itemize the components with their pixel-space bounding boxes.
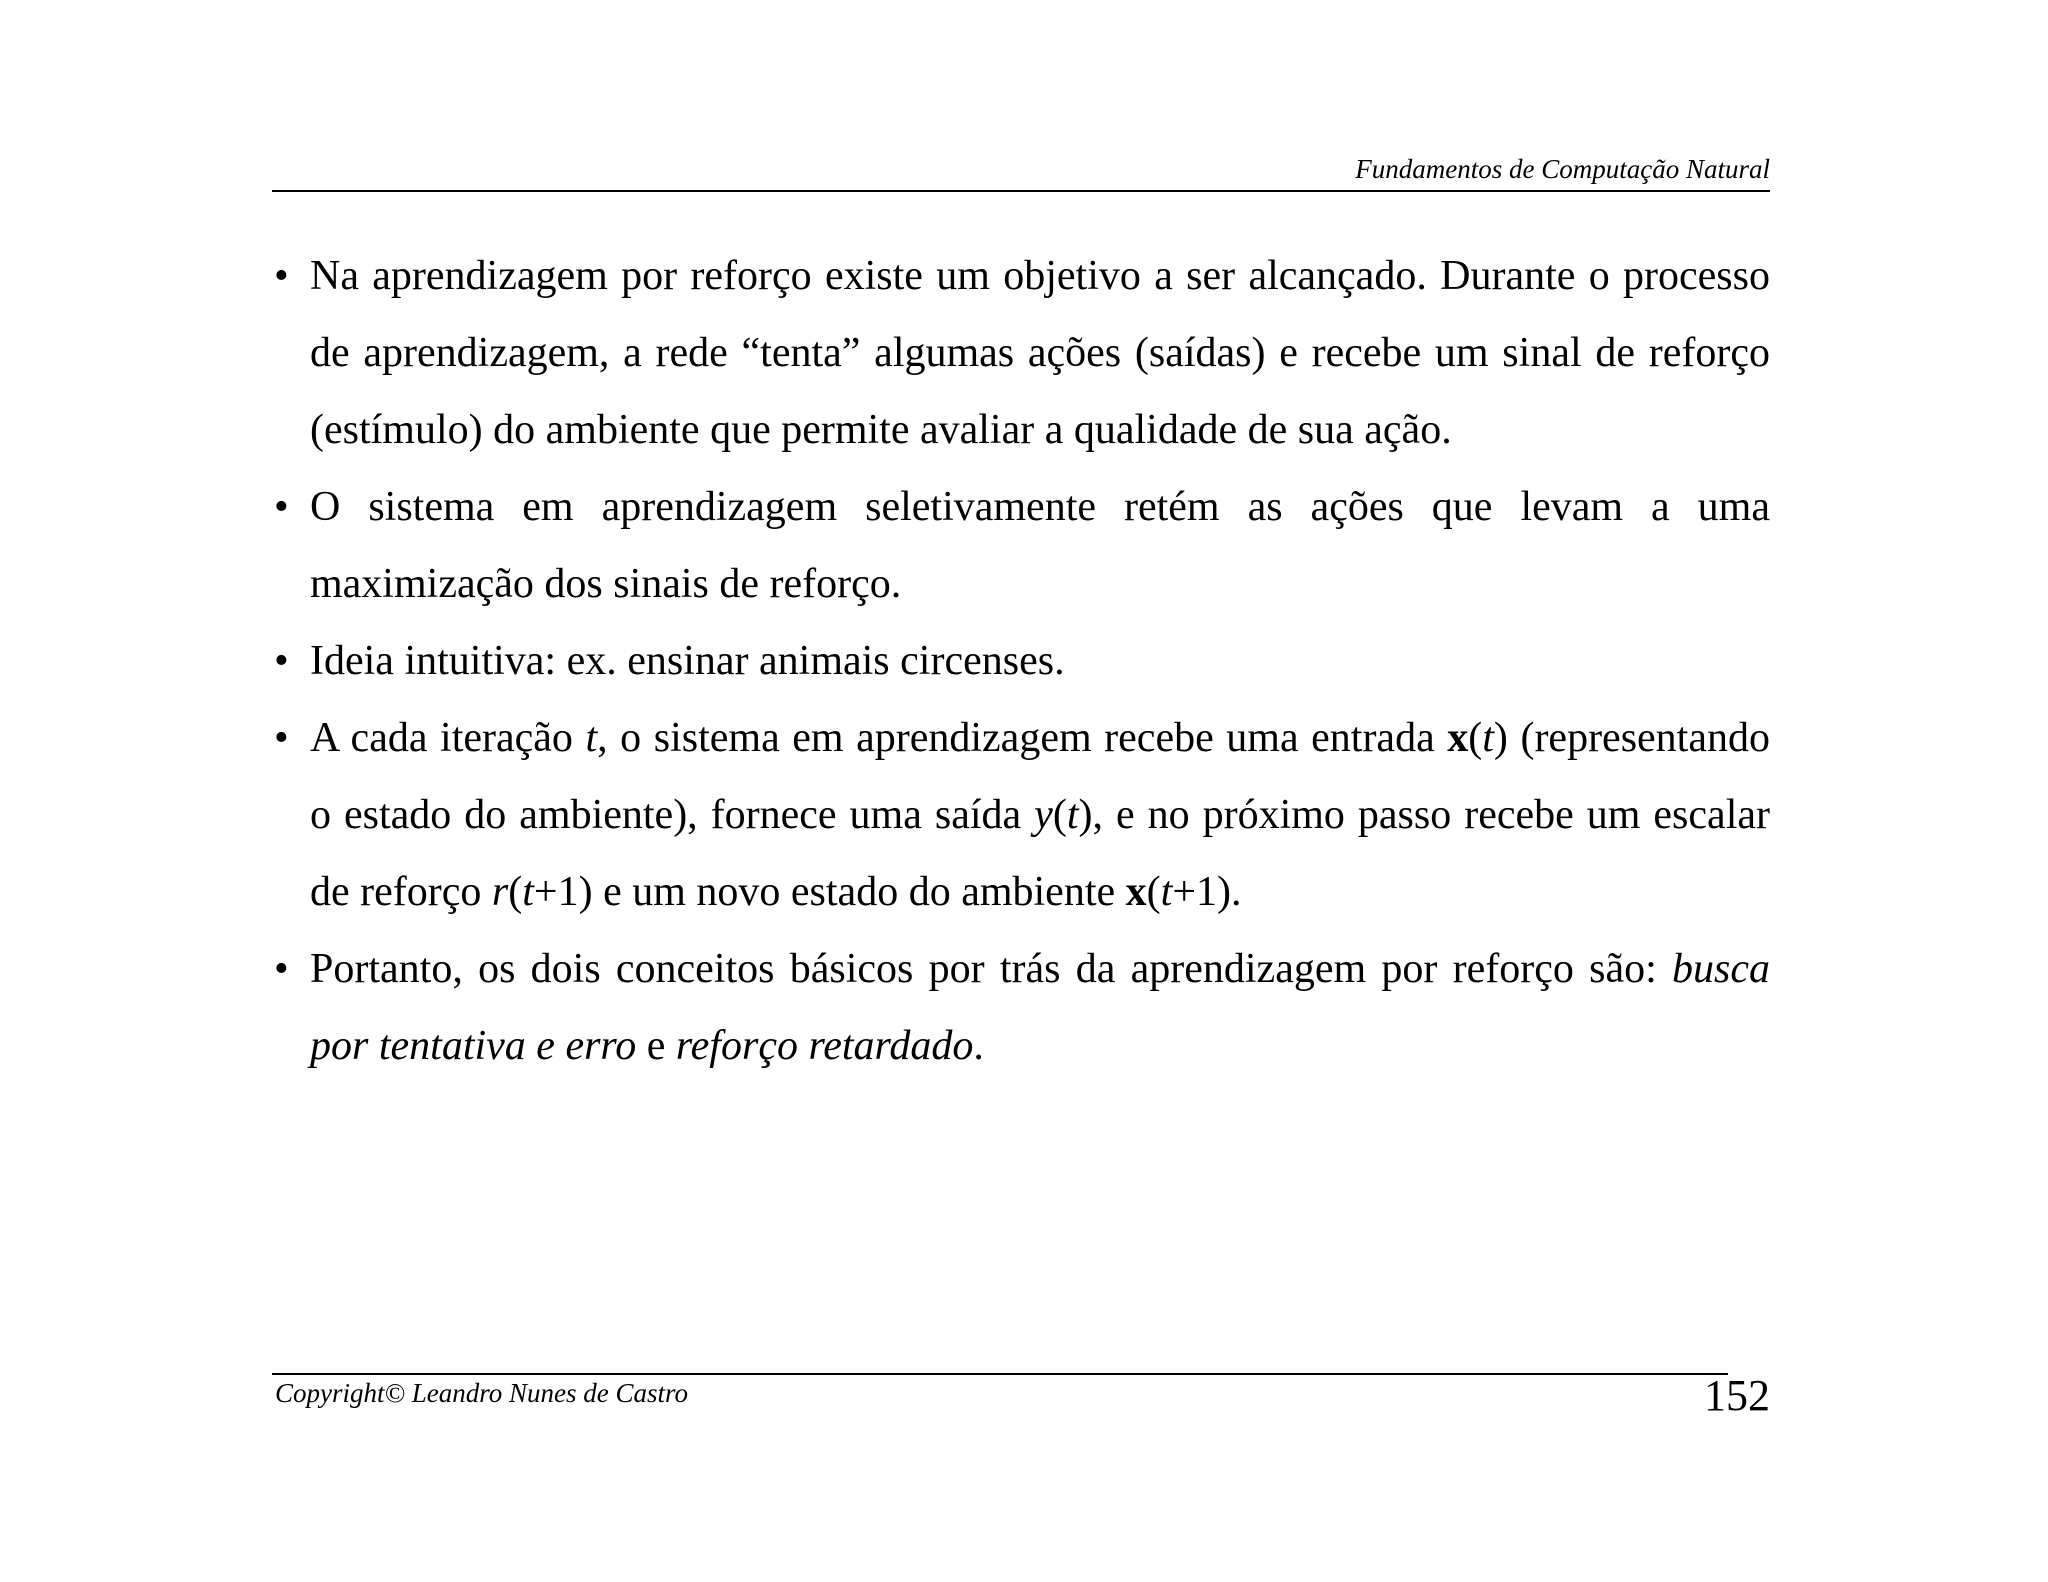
text-run: ( — [1468, 715, 1483, 761]
text-run: ( — [1146, 869, 1161, 915]
bullet-item — [272, 931, 1770, 1085]
text-run: ( — [1052, 792, 1067, 838]
math-var-t: t — [1066, 792, 1079, 838]
bullet-text — [310, 946, 1770, 1069]
italic-term: busca por tentativa e erro — [310, 946, 1770, 1069]
text-run: e — [636, 1023, 676, 1069]
bullet-item — [272, 238, 1770, 469]
text-run: Portanto, os dois conceitos básicos por trás da aprendizagem por reforço são: — [310, 946, 1672, 992]
text-run: . — [973, 1023, 984, 1069]
text-run: , o sistema em aprendizagem recebe uma entrada — [597, 715, 1448, 761]
copyright-text: Copyright© Leandro Nunes de Castro — [275, 1378, 689, 1408]
text-run: +1) e um novo estado do ambiente — [533, 869, 1126, 915]
math-var-t: t — [585, 715, 598, 761]
text-run: +1). — [1172, 869, 1242, 915]
header-rule — [272, 190, 1770, 192]
text-run: ), e no próximo passo recebe um escalar de reforço — [310, 792, 1770, 915]
math-var-y: y — [1034, 792, 1053, 838]
text-run: ( — [508, 869, 523, 915]
page-number: 152 — [1704, 1371, 1770, 1420]
bullet-item — [272, 700, 1770, 931]
bullet-item — [272, 469, 1770, 623]
bullet-text: Na aprendizagem por reforço existe um objetivo a ser alcançado. Durante o processo de aprendizagem, a rede “tenta” algumas ações (saídas) e recebe um sinal de reforço (estímulo) do ambiente que permite avaliar a qualidade de sua ação. — [310, 253, 1770, 453]
math-var-t: t — [1482, 715, 1494, 761]
bullet-icon: • — [274, 715, 289, 761]
math-var-t: t — [1160, 869, 1173, 915]
bullet-text — [310, 715, 1770, 915]
bullet-text: Ideia intuitiva: ex. ensinar animais circenses. — [310, 638, 1065, 684]
italic-term: reforço retardado — [675, 1023, 974, 1069]
bullet-text: O sistema em aprendizagem seletivamente retém as ações que levam a uma maximização dos sinais de reforço. — [310, 484, 1770, 607]
footer-rule — [272, 1373, 1728, 1375]
bullet-icon: • — [274, 638, 289, 684]
bullet-item — [272, 623, 1770, 700]
bullet-icon: • — [274, 253, 289, 299]
math-var-r: r — [491, 869, 509, 915]
running-header: Fundamentos de Computação Natural — [1355, 154, 1770, 184]
math-vector-x: x — [1447, 715, 1469, 761]
slide-body — [272, 238, 1770, 1085]
math-vector-x: x — [1125, 869, 1147, 915]
bullet-icon: • — [274, 946, 289, 992]
text-run: ) (representando o estado do ambiente), fornece uma saída — [310, 715, 1770, 838]
math-var-t: t — [522, 869, 534, 915]
text-run: A cada iteração — [310, 715, 586, 761]
bullet-icon: • — [274, 484, 289, 530]
